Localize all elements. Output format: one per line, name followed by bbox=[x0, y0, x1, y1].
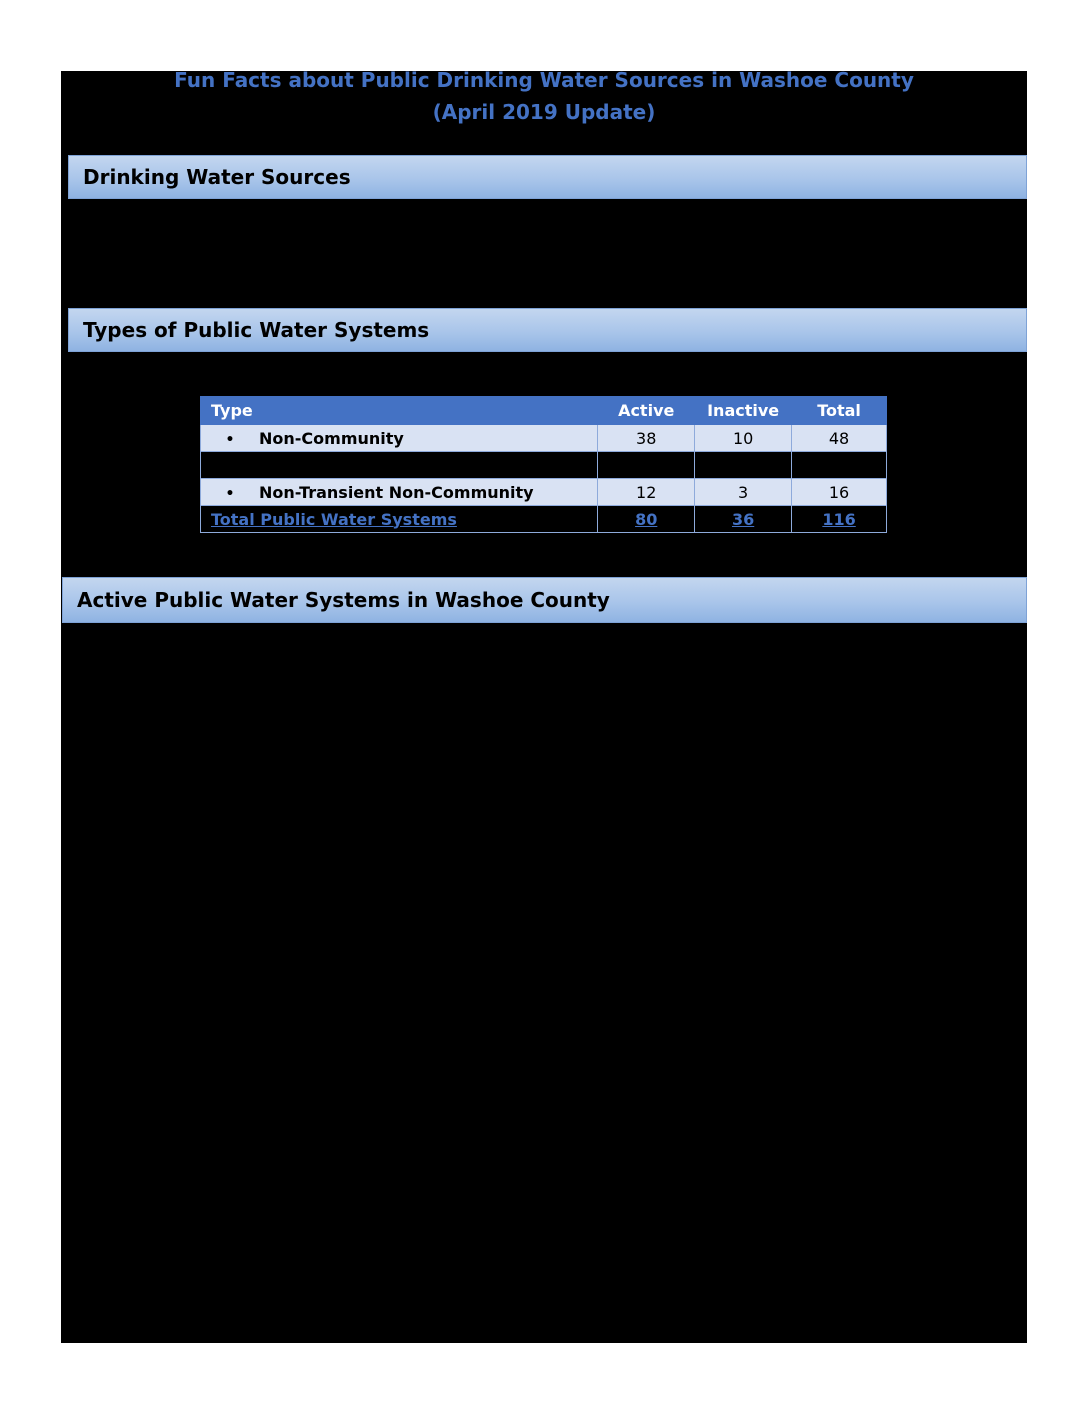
header-type: Type bbox=[201, 397, 598, 425]
total-systems-link[interactable]: Total Public Water Systems bbox=[211, 509, 457, 529]
table-header-row bbox=[201, 397, 887, 425]
total-cell bbox=[792, 452, 887, 479]
total-inactive-link[interactable]: 36 bbox=[731, 509, 755, 529]
section-header-types-of-systems bbox=[68, 308, 1027, 352]
header-active: Active bbox=[598, 397, 695, 425]
page-content-area bbox=[61, 71, 1027, 1343]
table-row bbox=[201, 479, 887, 506]
active-cell: 38 bbox=[598, 425, 695, 452]
total-total-cell bbox=[792, 506, 887, 533]
header-total: Total bbox=[792, 397, 887, 425]
type-cell bbox=[201, 425, 598, 452]
type-cell bbox=[201, 479, 598, 506]
section-header-drinking-water-sources bbox=[68, 155, 1027, 199]
total-cell: 16 bbox=[792, 479, 887, 506]
section-title: Active Public Water Systems in Washoe County bbox=[77, 588, 610, 612]
inactive-cell: 10 bbox=[695, 425, 792, 452]
total-inactive-cell bbox=[695, 506, 792, 533]
table-total-row bbox=[201, 506, 887, 533]
page-subtitle: (April 2019 Update) bbox=[432, 100, 656, 124]
page-title: Fun Facts about Public Drinking Water Sources in Washoe County bbox=[174, 68, 914, 92]
table-row bbox=[201, 452, 887, 479]
type-cell bbox=[201, 452, 598, 479]
table-row bbox=[201, 425, 887, 452]
total-total-link[interactable]: 116 bbox=[822, 509, 856, 529]
active-cell bbox=[598, 452, 695, 479]
section-title: Types of Public Water Systems bbox=[83, 318, 430, 342]
type-label: Non-Transient Non-Community bbox=[259, 482, 534, 502]
bullet-icon: • bbox=[225, 431, 235, 448]
active-cell: 12 bbox=[598, 479, 695, 506]
total-type-cell bbox=[201, 506, 598, 533]
water-systems-table bbox=[200, 396, 887, 533]
type-label: Non-Community bbox=[259, 428, 404, 448]
section-header-active-systems bbox=[62, 577, 1027, 623]
total-active-link[interactable]: 80 bbox=[635, 509, 658, 529]
bullet-icon: • bbox=[225, 485, 235, 502]
total-cell: 48 bbox=[792, 425, 887, 452]
total-active-cell bbox=[598, 506, 695, 533]
section-title: Drinking Water Sources bbox=[83, 165, 351, 189]
header-inactive: Inactive bbox=[695, 397, 792, 425]
inactive-cell bbox=[695, 452, 792, 479]
inactive-cell: 3 bbox=[695, 479, 792, 506]
